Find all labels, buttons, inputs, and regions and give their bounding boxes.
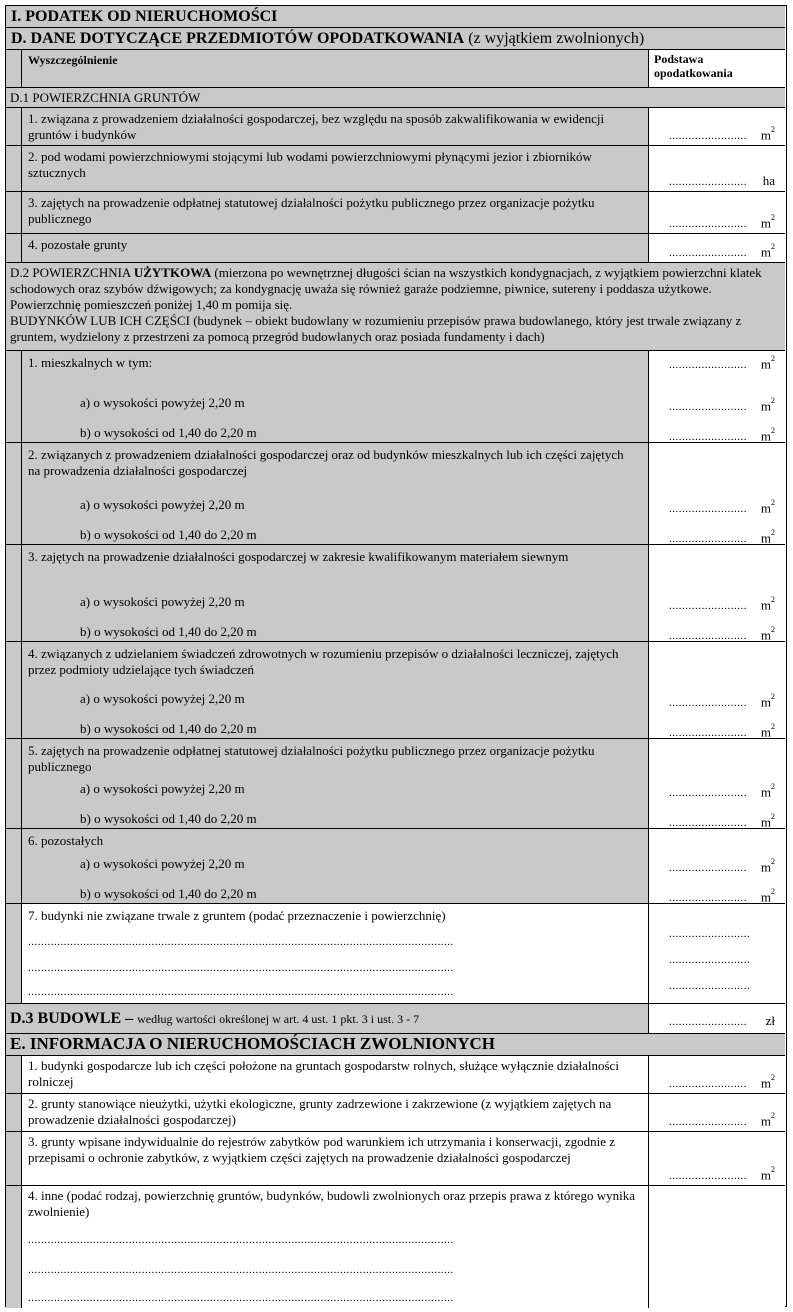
d2-sub-b-field[interactable]: ........................ (669, 630, 747, 642)
d2-sub-b-label: b) o wysokości od 1,40 do 2,20 m (80, 721, 257, 736)
d2-item-row (6, 642, 785, 739)
d2-sub-b-label: b) o wysokości od 1,40 do 2,20 m (80, 425, 257, 440)
d2-sub-b-field[interactable]: ........................ (669, 817, 747, 829)
d2-total-field[interactable]: ........................ (669, 359, 747, 371)
d2-sub-a-label: a) o wysokości powyżej 2,20 m (80, 497, 245, 512)
e-value-field[interactable]: ........................ (669, 1170, 747, 1182)
d1-title: D.1 POWIERZCHNIA GRUNTÓW (10, 90, 201, 105)
e-unit: $m^2$ (760, 1073, 775, 1091)
d2-item-label: 3. zajętych na prowadzenie działalności gospodarczej w zakresie kwalifikowanym materiałem siewnym (28, 549, 569, 564)
d2-sub-a-label: a) o wysokości powyżej 2,20 m (80, 395, 245, 410)
d2-item-7-line-1[interactable]: ................................................................................................................................... (28, 936, 454, 948)
d2-sub-a-field[interactable]: ........................ (669, 697, 747, 709)
d2-title-buildings: BUDYNKÓW LUB ICH CZĘŚCI (budynek – obiekt budowlany w rozumieniu przepisów prawa budowlanego, który jest trwale związany z gruntem, wydzielony z przestrzeni za pomocą przegród budowlanych oraz posiada fundamenty i dach) (10, 313, 742, 344)
d3-value-field[interactable]: ........................ (669, 1016, 747, 1028)
d2-sub-a-field[interactable]: ........................ (669, 787, 747, 799)
d2-unit: $m^2$ (760, 396, 775, 414)
col-header-description: Wyszczególnienie (28, 53, 118, 67)
d2-item-label: 6. pozostałych (28, 833, 104, 848)
e-item-4-line-3[interactable]: ................................................................................................................................... (28, 1292, 454, 1304)
d1-item-label: 3. zajętych na prowadzenie odpłatnej statutowej działalności pożytku publicznego przez organizacje pożytku publicznego (28, 195, 595, 226)
d2-title-bold: UŻYTKOWA (133, 265, 212, 280)
d2-item-7-value-1[interactable]: ......................... (669, 928, 751, 940)
e-value-field[interactable]: ........................ (669, 1078, 747, 1090)
d2-sub-b-field[interactable]: ........................ (669, 533, 747, 545)
e-item-4-row (6, 1186, 785, 1308)
d2-unit: $m^2$ (760, 426, 775, 444)
d2-unit: $m^2$ (760, 692, 775, 710)
d2-item-label: 4. związanych z udzielaniem świadczeń zdrowotnych w rozumieniu przepisów o działalności leczniczej, zajętych przez podmioty udzielające tych świadczeń (28, 646, 619, 677)
e-item-4-line-1[interactable]: ................................................................................................................................... (28, 1234, 454, 1246)
section-d-title: D. DANE DOTYCZĄCE PRZEDMIOTÓW OPODATKOWANIA (11, 30, 465, 47)
d2-sub-b-field[interactable]: ........................ (669, 727, 747, 739)
e-unit: $m^2$ (760, 1111, 775, 1129)
d2-item-label: 1. mieszkalnych w tym: (28, 355, 153, 370)
d2-unit: $m^2$ (760, 595, 775, 613)
e-item-4-value-cell[interactable] (648, 1186, 785, 1308)
d2-item-7-line-3[interactable]: ................................................................................................................................... (28, 986, 454, 998)
d2-sub-a-label: a) o wysokości powyżej 2,20 m (80, 856, 245, 871)
d2-sub-b-field[interactable]: ........................ (669, 892, 747, 904)
d2-sub-a-label: a) o wysokości powyżej 2,20 m (80, 594, 245, 609)
d3-row: D.3 BUDOWLE – według wartości określonej w art. 4 ust. 1 pkt. 3 i ust. 3 - 7 ........................ zł (6, 1004, 785, 1034)
d1-item-row (6, 234, 785, 263)
d2-unit: $m^2$ (760, 498, 775, 516)
d2-sub-a-label: a) o wysokości powyżej 2,20 m (80, 691, 245, 706)
e-item-label: 3. grunty wpisane indywidualnie do rejestrów zabytków pod warunkiem ich utrzymania i konserwacji, zgodnie z przepisami o ochronie zabytków, z wyjątkiem części zajętych na prowadzenie działalności gospodarczej (28, 1134, 616, 1165)
d2-item-7-value-3[interactable]: ......................... (669, 980, 751, 992)
d2-item-row (6, 443, 785, 545)
section-e-title: E. INFORMACJA O NIERUCHOMOŚCIACH ZWOLNIONYCH (10, 1034, 495, 1053)
d1-item-row (6, 146, 785, 192)
e-item-label: 1. budynki gospodarcze lub ich części położone na gruntach gospodarstw rolnych, służące wyłącznie działalności rolniczej (28, 1058, 619, 1089)
d2-item-label: 2. związanych z prowadzeniem działalności gospodarczej oraz od budynków mieszkalnych lub ich części zajętych na prowadzenia działalności gospodarczej (28, 447, 624, 478)
d2-unit: $m^2$ (760, 528, 775, 546)
d2-unit: $m^2$ (760, 625, 775, 643)
d2-unit: $m^2$ (760, 857, 775, 875)
d1-unit: ha (762, 173, 775, 188)
d2-item-7-label: 7. budynki nie związane trwale z gruntem (podać przeznaczenie i powierzchnię) (28, 908, 446, 923)
d2-sub-b-field[interactable]: ........................ (669, 431, 747, 443)
d2-title-desc: (mierzona po wewnętrznej długości ścian na wszystkich kondygnacjach, z wyjątkiem powierzchni klatek schodowych oraz szybów dźwigowych; za kondygnację uważa się również garaże podziemne, piwnice, sutereny i poddasza użytkowe. Powierzchnię pomieszczeń poniżej 1,40 m pomija się. (10, 265, 762, 312)
section-i-header (6, 6, 785, 28)
e-item-4-label: 4. inne (podać rodzaj, powierzchnię gruntów, budynków, budowli zwolnionych oraz przepis prawa z którego wynika zwolnienie) (28, 1188, 635, 1219)
tax-declaration-form (5, 5, 787, 1307)
d1-item-row (6, 192, 785, 234)
d3-unit: zł (765, 1013, 775, 1028)
d1-value-field[interactable]: ........................ (669, 130, 747, 142)
d3-title: D.3 BUDOWLE (10, 1010, 122, 1027)
d2-sub-a-field[interactable]: ........................ (669, 600, 747, 612)
e-unit: $m^2$ (760, 1165, 775, 1183)
e-item-row (6, 1094, 785, 1132)
d3-description: według wartości określonej w art. 4 ust. 1 pkt. 3 i ust. 3 - 7 (137, 1012, 420, 1026)
d1-item-label: 1. związana z prowadzeniem działalności gospodarczej, bez względu na sposób zakwalifikowania w ewidencji gruntów i budynków (28, 111, 605, 142)
d2-item-7-line-2[interactable]: ................................................................................................................................... (28, 962, 454, 974)
d2-sub-b-label: b) o wysokości od 1,40 do 2,20 m (80, 886, 257, 901)
section-d-subtitle: (z wyjątkiem zwolnionych) (468, 30, 645, 47)
d2-unit: $m^2$ (760, 354, 775, 372)
d2-sub-a-field[interactable]: ........................ (669, 862, 747, 874)
section-e-header (6, 1034, 785, 1056)
d2-sub-a-label: a) o wysokości powyżej 2,20 m (80, 781, 245, 796)
column-header-row (6, 50, 785, 88)
d2-unit: $m^2$ (760, 782, 775, 800)
d2-item-7-row (6, 904, 785, 1004)
d2-sub-a-field[interactable]: ........................ (669, 401, 747, 413)
e-item-row (6, 1132, 785, 1186)
d2-item-7-value-2[interactable]: ......................... (669, 954, 751, 966)
d1-unit: $m^2$ (760, 125, 775, 143)
d2-header (6, 263, 785, 351)
d2-sub-b-label: b) o wysokości od 1,40 do 2,20 m (80, 527, 257, 542)
d1-item-row (6, 108, 785, 146)
d2-unit: $m^2$ (760, 887, 775, 905)
e-item-row (6, 1056, 785, 1094)
d1-unit: $m^2$ (760, 242, 775, 260)
d1-unit: $m^2$ (760, 213, 775, 231)
col-header-tax-base: Podstawa opodatkowania (654, 52, 733, 80)
d1-item-label: 2. pod wodami powierzchniowymi stojącymi lub wodami powierzchniowymi płynącymi jezior i zbiorników sztucznych (28, 149, 592, 180)
d1-item-label: 4. pozostałe grunty (28, 237, 128, 252)
d1-value-field[interactable]: ........................ (669, 218, 747, 230)
d2-item-row (6, 545, 785, 642)
d1-value-field[interactable]: ........................ (669, 247, 747, 259)
d2-item-row (6, 829, 785, 904)
e-value-field[interactable]: ........................ (669, 1116, 747, 1128)
d2-unit: $m^2$ (760, 722, 775, 740)
section-i-title: I. PODATEK OD NIERUCHOMOŚCI (11, 8, 278, 25)
d1-header (6, 88, 785, 108)
d2-sub-b-label: b) o wysokości od 1,40 do 2,20 m (80, 624, 257, 639)
d2-unit: $m^2$ (760, 812, 775, 830)
d2-sub-b-label: b) o wysokości od 1,40 do 2,20 m (80, 811, 257, 826)
d2-sub-a-field[interactable]: ........................ (669, 503, 747, 515)
d2-item-row (6, 351, 785, 443)
d2-title-prefix: D.2 POWIERZCHNIA (10, 265, 134, 280)
e-item-label: 2. grunty stanowiące nieużytki, użytki ekologiczne, grunty zadrzewione i zakrzewione (z wyjątkiem zajętych na prowadzenie działalności gospodarczej) (28, 1096, 612, 1127)
d1-value-field[interactable]: ........................ (669, 176, 747, 188)
d2-item-row (6, 739, 785, 829)
d2-item-label: 5. zajętych na prowadzenie odpłatnej statutowej działalności pożytku publicznego przez organizacje pożytku publicznego (28, 743, 595, 774)
e-item-4-line-2[interactable]: ................................................................................................................................... (28, 1264, 454, 1276)
section-d-header (6, 28, 785, 50)
